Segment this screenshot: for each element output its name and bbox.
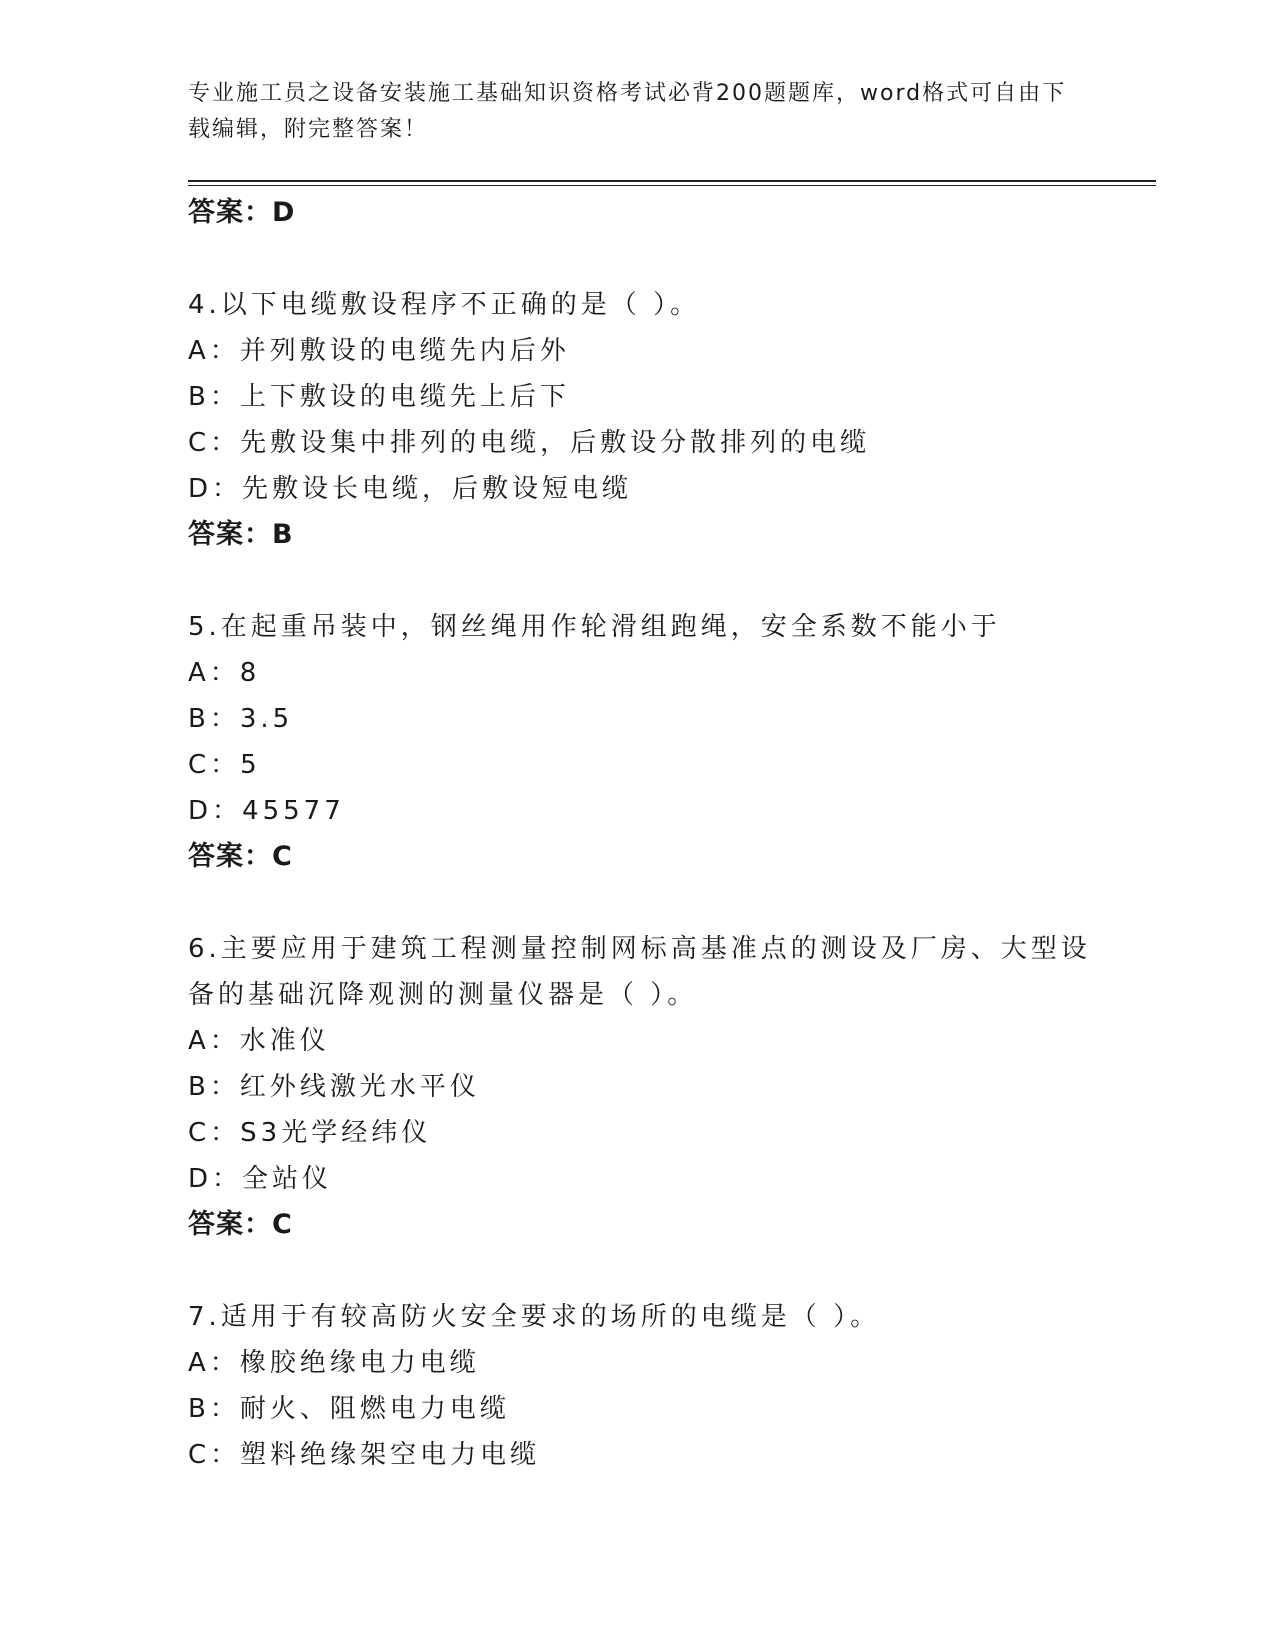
question-title-line-1: 6.主要应用于建筑工程测量控制网标高基准点的测设及厂房、大型设 bbox=[188, 934, 1091, 964]
option-d: D：先敷设长电缆，后敷设短电缆 bbox=[188, 474, 633, 504]
header-divider-thick bbox=[188, 180, 1156, 182]
option-b: B：耐火、阻燃电力电缆 bbox=[188, 1394, 510, 1424]
option-a: A：并列敷设的电缆先内后外 bbox=[188, 336, 570, 366]
option-d: D：45577 bbox=[188, 796, 345, 826]
header-divider-thin bbox=[188, 185, 1156, 186]
question-block-4 bbox=[188, 282, 1148, 558]
option-a: A：水准仪 bbox=[188, 1026, 330, 1056]
spacer bbox=[188, 236, 1148, 282]
question-title: 4.以下电缆敷设程序不正确的是（ ）。 bbox=[188, 290, 701, 320]
option-c: C：5 bbox=[188, 750, 261, 780]
answer-line: 答案：C bbox=[188, 1209, 293, 1240]
option-b: B：3.5 bbox=[188, 704, 294, 734]
question-block-5 bbox=[188, 604, 1148, 880]
option-b: B：红外线激光水平仪 bbox=[188, 1072, 480, 1102]
option-a: A：8 bbox=[188, 658, 261, 688]
question-block-6 bbox=[188, 926, 1148, 1248]
option-b: B：上下敷设的电缆先上后下 bbox=[188, 382, 570, 412]
question-title: 7.适用于有较高防火安全要求的场所的电缆是（ ）。 bbox=[188, 1302, 881, 1332]
option-c: C：塑料绝缘架空电力电缆 bbox=[188, 1440, 541, 1470]
answer-line: 答案：C bbox=[188, 841, 293, 872]
spacer bbox=[188, 880, 1148, 926]
question-title-line-2: 备的基础沉降观测的测量仪器是（ ）。 bbox=[188, 980, 698, 1010]
document-header bbox=[188, 76, 1068, 148]
option-c: C：先敷设集中排列的电缆，后敷设分散排列的电缆 bbox=[188, 428, 871, 458]
header-text: 专业施工员之设备安装施工基础知识资格考试必背200题题库，word格式可自由下载编辑，附完整答案！ bbox=[188, 81, 1067, 142]
spacer bbox=[188, 558, 1148, 604]
answer-line-q3: 答案：D bbox=[188, 197, 296, 228]
question-block-7 bbox=[188, 1294, 1148, 1478]
option-d: D：全站仪 bbox=[188, 1164, 333, 1194]
question-title: 5.在起重吊装中，钢丝绳用作轮滑组跑绳，安全系数不能小于 bbox=[188, 612, 1001, 642]
answer-line: 答案：B bbox=[188, 519, 294, 550]
question-list bbox=[188, 190, 1148, 1478]
spacer bbox=[188, 1248, 1148, 1294]
option-a: A：橡胶绝缘电力电缆 bbox=[188, 1348, 480, 1378]
option-c: C：S3光学经纬仪 bbox=[188, 1118, 432, 1148]
